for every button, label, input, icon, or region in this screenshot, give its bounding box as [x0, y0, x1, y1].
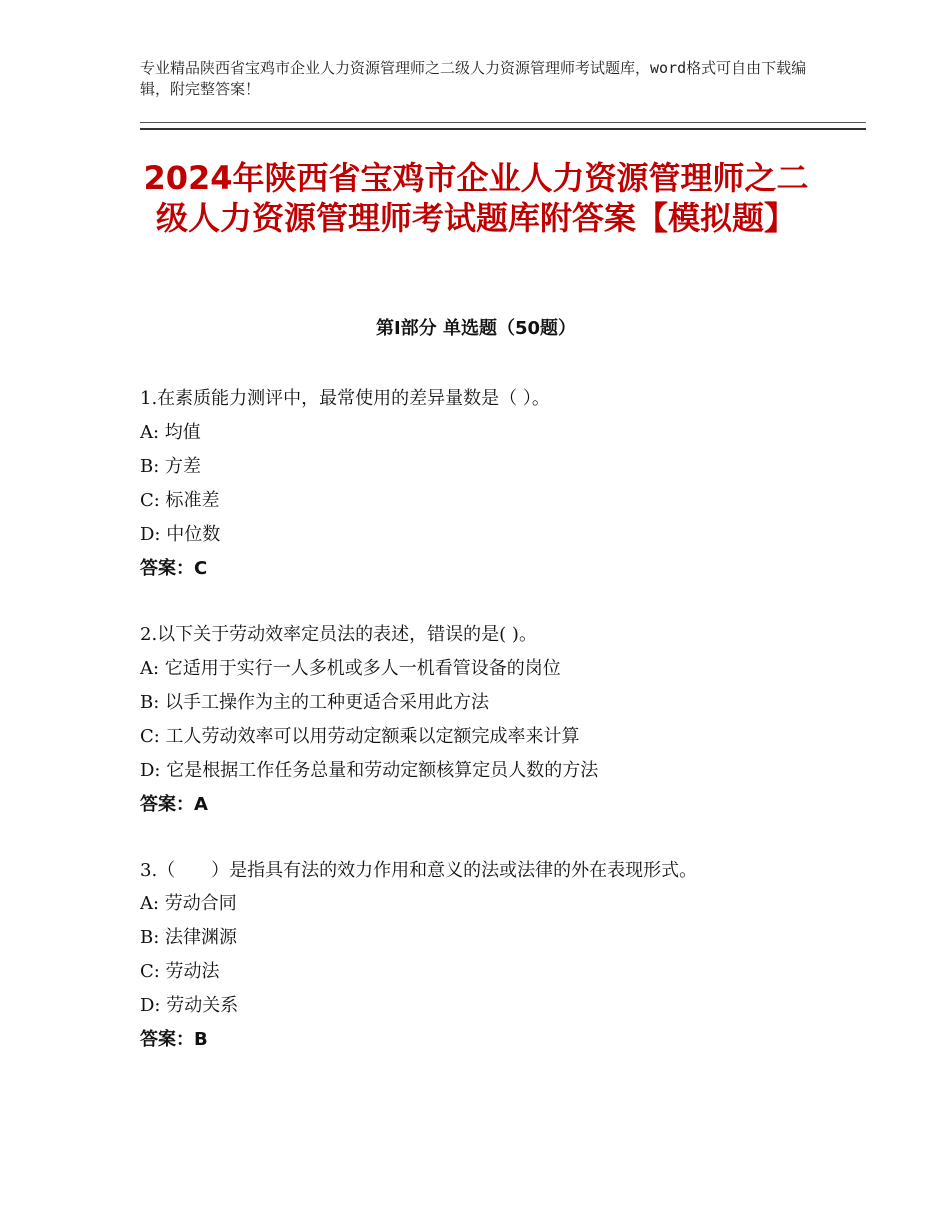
question-stem: 1.在素质能力测评中，最常使用的差异量数是（ ）。: [140, 388, 550, 409]
question-stem: 3.（ ）是指具有法的效力作用和意义的法或法律的外在表现形式。: [140, 860, 698, 881]
question-3: [140, 854, 800, 1057]
question-stem: 2.以下关于劳动效率定员法的表述，错误的是( )。: [140, 624, 537, 645]
answer-label: 答案：A: [140, 794, 208, 815]
option-a: A: 它适用于实行一人多机或多人一机看管设备的岗位: [140, 658, 561, 679]
document-title: 2024年陕西省宝鸡市企业人力资源管理师之二级人力资源管理师考试题库附答案【模拟题】: [143, 159, 809, 237]
answer-label: 答案：C: [140, 558, 208, 579]
option-d: D: 它是根据工作任务总量和劳动定额核算定员人数的方法: [140, 760, 599, 781]
option-a: A: 劳动合同: [140, 893, 237, 914]
option-b: B: 方差: [140, 456, 202, 477]
section-heading: 第Ⅰ部分 单选题（50题）: [375, 318, 576, 339]
question-1: [140, 382, 800, 586]
option-c: C: 标准差: [140, 490, 220, 511]
option-d: D: 中位数: [140, 524, 221, 545]
answer-label: 答案：B: [140, 1029, 208, 1050]
option-d: D: 劳动关系: [140, 995, 239, 1016]
header-note: 专业精品陕西省宝鸡市企业人力资源管理师之二级人力资源管理师考试题库，word格式可自由下载编辑，附完整答案！: [140, 59, 807, 98]
header-divider: [140, 122, 866, 130]
option-a: A: 均值: [140, 422, 201, 443]
question-list: [140, 382, 800, 1089]
option-c: C: 劳动法: [140, 961, 220, 982]
question-2: [140, 618, 800, 822]
option-c: C: 工人劳动效率可以用劳动定额乘以定额完成率来计算: [140, 726, 580, 747]
option-b: B: 以手工操作为主的工种更适合采用此方法: [140, 692, 490, 713]
option-b: B: 法律渊源: [140, 927, 238, 948]
